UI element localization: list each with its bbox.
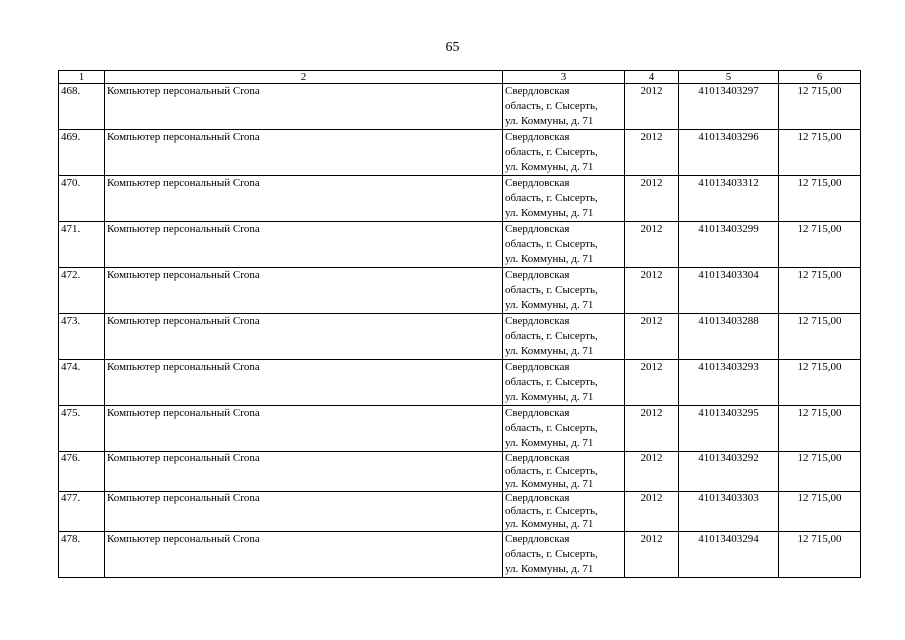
item-year: 2012 <box>625 532 679 578</box>
address-line: область, г. Сысерть, <box>505 100 598 112</box>
item-address <box>503 492 625 532</box>
inventory-number: 41013403299 <box>679 222 779 268</box>
item-address <box>503 176 625 222</box>
table-row <box>59 406 861 452</box>
inventory-number: 41013403293 <box>679 360 779 406</box>
item-cost: 12 715,00 <box>779 176 861 222</box>
table-header-row <box>59 71 861 84</box>
address-line: Свердловская <box>505 269 570 281</box>
item-name: Компьютер персональный Crona <box>105 314 503 360</box>
table-row <box>59 130 861 176</box>
item-address <box>503 130 625 176</box>
row-number: 476. <box>59 452 105 492</box>
item-name: Компьютер персональный Crona <box>105 84 503 130</box>
address-line: область, г. Сысерть, <box>505 548 598 560</box>
address-line: Свердловская <box>505 177 570 189</box>
item-name: Компьютер персональный Crona <box>105 360 503 406</box>
column-header-1: 1 <box>59 71 105 84</box>
address-line: Свердловская <box>505 85 570 97</box>
item-name: Компьютер персональный Crona <box>105 492 503 532</box>
item-address <box>503 452 625 492</box>
item-name: Компьютер персональный Crona <box>105 130 503 176</box>
inventory-number: 41013403297 <box>679 84 779 130</box>
item-name: Компьютер персональный Crona <box>105 268 503 314</box>
item-cost: 12 715,00 <box>779 452 861 492</box>
item-cost: 12 715,00 <box>779 222 861 268</box>
address-line: ул. Коммуны, д. 71 <box>505 253 594 265</box>
address-line: область, г. Сысерть, <box>505 192 598 204</box>
item-year: 2012 <box>625 492 679 532</box>
table-row <box>59 268 861 314</box>
row-number: 478. <box>59 532 105 578</box>
item-cost: 12 715,00 <box>779 314 861 360</box>
property-table <box>58 70 861 578</box>
address-line: область, г. Сысерть, <box>505 146 598 158</box>
item-address <box>503 84 625 130</box>
table-row <box>59 360 861 406</box>
table-row <box>59 222 861 268</box>
address-line: ул. Коммуны, д. 71 <box>505 207 594 219</box>
address-line: область, г. Сысерть, <box>505 330 598 342</box>
item-address <box>503 268 625 314</box>
item-address <box>503 360 625 406</box>
address-line: ул. Коммуны, д. 71 <box>505 437 594 449</box>
item-address <box>503 532 625 578</box>
row-number: 469. <box>59 130 105 176</box>
item-name: Компьютер персональный Crona <box>105 532 503 578</box>
page-number: 65 <box>445 40 460 55</box>
address-line: Свердловская <box>505 452 570 464</box>
address-line: область, г. Сысерть, <box>505 465 598 477</box>
item-name: Компьютер персональный Crona <box>105 452 503 492</box>
address-line: Свердловская <box>505 315 570 327</box>
address-line: область, г. Сысерть, <box>505 284 598 296</box>
item-cost: 12 715,00 <box>779 360 861 406</box>
table-row <box>59 84 861 130</box>
table-row <box>59 532 861 578</box>
item-cost: 12 715,00 <box>779 532 861 578</box>
item-year: 2012 <box>625 130 679 176</box>
inventory-number: 41013403303 <box>679 492 779 532</box>
item-cost: 12 715,00 <box>779 492 861 532</box>
row-number: 471. <box>59 222 105 268</box>
row-number: 475. <box>59 406 105 452</box>
item-cost: 12 715,00 <box>779 130 861 176</box>
item-year: 2012 <box>625 452 679 492</box>
item-name: Компьютер персональный Crona <box>105 176 503 222</box>
inventory-number: 41013403294 <box>679 532 779 578</box>
row-number: 468. <box>59 84 105 130</box>
item-name: Компьютер персональный Crona <box>105 222 503 268</box>
column-header-4: 4 <box>625 71 679 84</box>
item-address <box>503 222 625 268</box>
item-cost: 12 715,00 <box>779 84 861 130</box>
address-line: ул. Коммуны, д. 71 <box>505 563 594 575</box>
item-year: 2012 <box>625 406 679 452</box>
address-line: Свердловская <box>505 407 570 419</box>
row-number: 473. <box>59 314 105 360</box>
item-address <box>503 406 625 452</box>
address-line: ул. Коммуны, д. 71 <box>505 518 594 530</box>
item-year: 2012 <box>625 268 679 314</box>
column-header-6: 6 <box>779 71 861 84</box>
item-cost: 12 715,00 <box>779 268 861 314</box>
address-line: Свердловская <box>505 492 570 504</box>
address-line: ул. Коммуны, д. 71 <box>505 299 594 311</box>
address-line: ул. Коммуны, д. 71 <box>505 115 594 127</box>
inventory-number: 41013403296 <box>679 130 779 176</box>
item-cost: 12 715,00 <box>779 406 861 452</box>
address-line: Свердловская <box>505 361 570 373</box>
column-header-3: 3 <box>503 71 625 84</box>
item-address <box>503 314 625 360</box>
column-header-5: 5 <box>679 71 779 84</box>
item-year: 2012 <box>625 176 679 222</box>
inventory-number: 41013403304 <box>679 268 779 314</box>
item-year: 2012 <box>625 314 679 360</box>
item-year: 2012 <box>625 360 679 406</box>
table-row <box>59 176 861 222</box>
address-line: Свердловская <box>505 223 570 235</box>
inventory-number: 41013403292 <box>679 452 779 492</box>
table-row <box>59 314 861 360</box>
inventory-number: 41013403288 <box>679 314 779 360</box>
address-line: ул. Коммуны, д. 71 <box>505 391 594 403</box>
item-name: Компьютер персональный Crona <box>105 406 503 452</box>
item-year: 2012 <box>625 84 679 130</box>
address-line: Свердловская <box>505 131 570 143</box>
row-number: 474. <box>59 360 105 406</box>
inventory-number: 41013403312 <box>679 176 779 222</box>
table-row <box>59 492 861 532</box>
row-number: 472. <box>59 268 105 314</box>
address-line: Свердловская <box>505 533 570 545</box>
address-line: ул. Коммуны, д. 71 <box>505 161 594 173</box>
address-line: область, г. Сысерть, <box>505 422 598 434</box>
address-line: область, г. Сысерть, <box>505 505 598 517</box>
row-number: 477. <box>59 492 105 532</box>
item-year: 2012 <box>625 222 679 268</box>
table-row <box>59 452 861 492</box>
column-header-2: 2 <box>105 71 503 84</box>
address-line: область, г. Сысерть, <box>505 376 598 388</box>
inventory-number: 41013403295 <box>679 406 779 452</box>
address-line: ул. Коммуны, д. 71 <box>505 345 594 357</box>
address-line: ул. Коммуны, д. 71 <box>505 478 594 490</box>
address-line: область, г. Сысерть, <box>505 238 598 250</box>
row-number: 470. <box>59 176 105 222</box>
